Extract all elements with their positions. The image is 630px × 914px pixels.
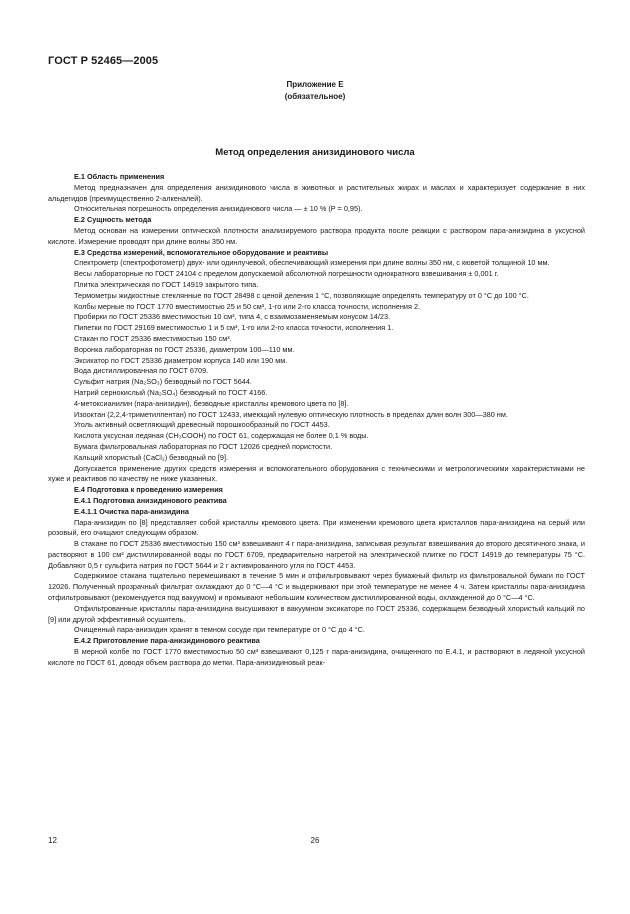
section-heading: Е.4 Подготовка к проведению измерения	[74, 485, 223, 495]
section-heading: Е.1 Область применения	[74, 172, 165, 181]
section-heading: Е.4.2 Приготовление пара-анизидинового реактива	[74, 636, 260, 646]
paragraph: Очищенный пара-анизидин хранят в темном сосуде при температуре от 0 °С до 4 °С.	[74, 625, 365, 635]
paragraph: Относительная погрешность определения анизидинового числа — ± 10 % (P = 0,95).	[74, 204, 363, 214]
gost-header: ГОСТ Р 52465—2005	[48, 55, 159, 67]
appendix-title: Приложение Е	[286, 80, 344, 89]
paragraph: Кальций хлористый (CaCl₂) безводный по [9].	[74, 452, 229, 462]
paragraph: Допускается применение других средств измерения и вспомогательного оборудования с техническими и метрологическими характеристиками не хуже и реактивов по качеству не ниже указанных.	[48, 463, 585, 484]
paragraph: Воронка лабораторная по ГОСТ 25336, диаметром 100—110 мм.	[74, 344, 295, 354]
paragraph: 4-метоксианилин (пара-анизидин), безводные кристаллы кремового цвета по [8].	[74, 398, 349, 408]
page-number-center: 26	[310, 836, 320, 845]
paragraph: Метод основан на измерении оптической плотности анализируемого раствора продукта после реакции с раствором пара-анизидина в уксусной кислоте. Измерение проводят при длине волны 350 нм.	[48, 225, 585, 246]
paragraph: Стакан по ГОСТ 25336 вместимостью 150 см³.	[74, 333, 232, 343]
paragraph: Термометры жидкостные стеклянные по ГОСТ 28498 с ценой деления 1 °С, позволяющие определять температуру от 0 °С до 100 °С.	[74, 290, 529, 300]
section-heading: Е.4.1 Подготовка анизидинового реактива	[74, 495, 227, 505]
page-number-left: 12	[48, 836, 57, 845]
paragraph: Натрий сернокислый (Na₂SO₄) безводный по ГОСТ 4166.	[74, 387, 268, 397]
paragraph: Пробирки по ГОСТ 25336 вместимостью 10 см³, типа 4, с взаимозаменяемым конусом 14/23.	[74, 312, 391, 322]
paragraph: В стакане по ГОСТ 25336 вместимостью 150 см³ взвешивают 4 г пара-анизидина, записывая результат взвешивания до второго десятичного знака, и растворяют в 100 см³ дистиллированной воды по ГОСТ 6709, предварительно нагретой на электрической плитке по ГОСТ 14919 до температуры 75 °С. Добавляют 0,5 г сульфита натрия по ГОСТ 5644 и 2 г активированного угля по ГОСТ 4453.	[48, 539, 585, 570]
document-body	[48, 172, 585, 669]
section-heading: Е.2 Сущность метода	[74, 215, 152, 225]
paragraph: Кислота уксусная ледяная (CH₃COOH) по ГОСТ 61, содержащая не более 0,1 % воды.	[74, 431, 369, 441]
paragraph: Содержимое стакана тщательно перемешивают в течение 5 мин и отфильтровывают через бумажный фильтр из фильтровальной бумаги по ГОСТ 12026. Полученный прозрачный фильтрат охлаждают до 0 °С—4 °С и выдерживают при этой температуре не менее 4 ч. Затем кристаллы пара-анизидина отфильтровывают (рекомендуется под вакуумом) и промывают небольшим количеством дистиллированной воды, охлажденной до 0 °С—4 °С.	[48, 571, 585, 603]
paragraph: Весы лабораторные по ГОСТ 24104 с пределом допускаемой абсолютной погрешности однократного взвешивания ± 0,001 г.	[74, 269, 499, 279]
paragraph: Колбы мерные по ГОСТ 1770 вместимостью 25 и 50 см³, 1-го или 2-го класса точности, исполнения 2.	[74, 301, 421, 311]
paragraph: Бумага фильтровальная лабораторная по ГОСТ 12026 средней пористости.	[74, 441, 333, 451]
appendix-status: (обязательное)	[284, 92, 346, 101]
paragraph: Отфильтрованные кристаллы пара-анизидина высушивают в вакуумном эксикаторе по ГОСТ 25336, содержащем безводный хлористый кальций по [9] или другой эффективный осушитель.	[48, 603, 585, 624]
paragraph: Уголь активный осветляющий древесный порошкообразный по ГОСТ 4453.	[74, 420, 330, 430]
paragraph: Плитка электрическая по ГОСТ 14919 закрытого типа.	[74, 279, 259, 289]
paragraph: Изооктан (2,2,4-триметилпентан) по ГОСТ 12433, имеющий нулевую оптическую плотность в пределах длин волн 300—380 нм.	[74, 409, 508, 419]
paragraph: Метод предназначен для определения анизидинового числа в животных и растительных жирах и маслах и характеризует содержание в них альдегидов (преимущественно 2-алкеналей).	[48, 182, 585, 203]
paragraph: Пипетки по ГОСТ 29169 вместимостью 1 и 5 см³, 1-го или 2-го класса точности, исполнения 1.	[74, 323, 394, 333]
method-title: Метод определения анизидинового числа	[215, 147, 415, 158]
section-heading: Е.3 Средства измерений, вспомогательное оборудование и реактивы	[74, 247, 329, 257]
paragraph: Пара-анизидин по [8] представляет собой кристаллы кремового цвета. При изменении кремового цвета кристаллов пара-анизидина на серый или розовый, его очищают следующим образом.	[48, 517, 585, 538]
paragraph: Спектрометр (спектрофотометр) двух- или одинлучевой, обеспечивающий измерения при длине волны 350 нм, с кюветой толщиной 10 мм.	[74, 258, 550, 268]
appendix-heading	[0, 79, 630, 103]
paragraph: Вода дистиллированная по ГОСТ 6709.	[74, 366, 209, 376]
paragraph: Сульфит натрия (Na₂SO₃) безводный по ГОСТ 5644.	[74, 377, 252, 387]
paragraph: Эксикатор по ГОСТ 25336 диаметром корпуса 140 или 190 мм.	[74, 355, 288, 365]
section-heading: Е.4.1.1 Очистка пара-анизидина	[74, 506, 189, 516]
paragraph: В мерной колбе по ГОСТ 1770 вместимостью 50 см³ взвешивают 0,125 г пара-анизидина, очищенного по Е.4.1, и растворяют в ледяной уксусной кислоте по ГОСТ 61, доводя объем раствора до метки. Пара-анизидиновый реак-	[48, 647, 585, 667]
